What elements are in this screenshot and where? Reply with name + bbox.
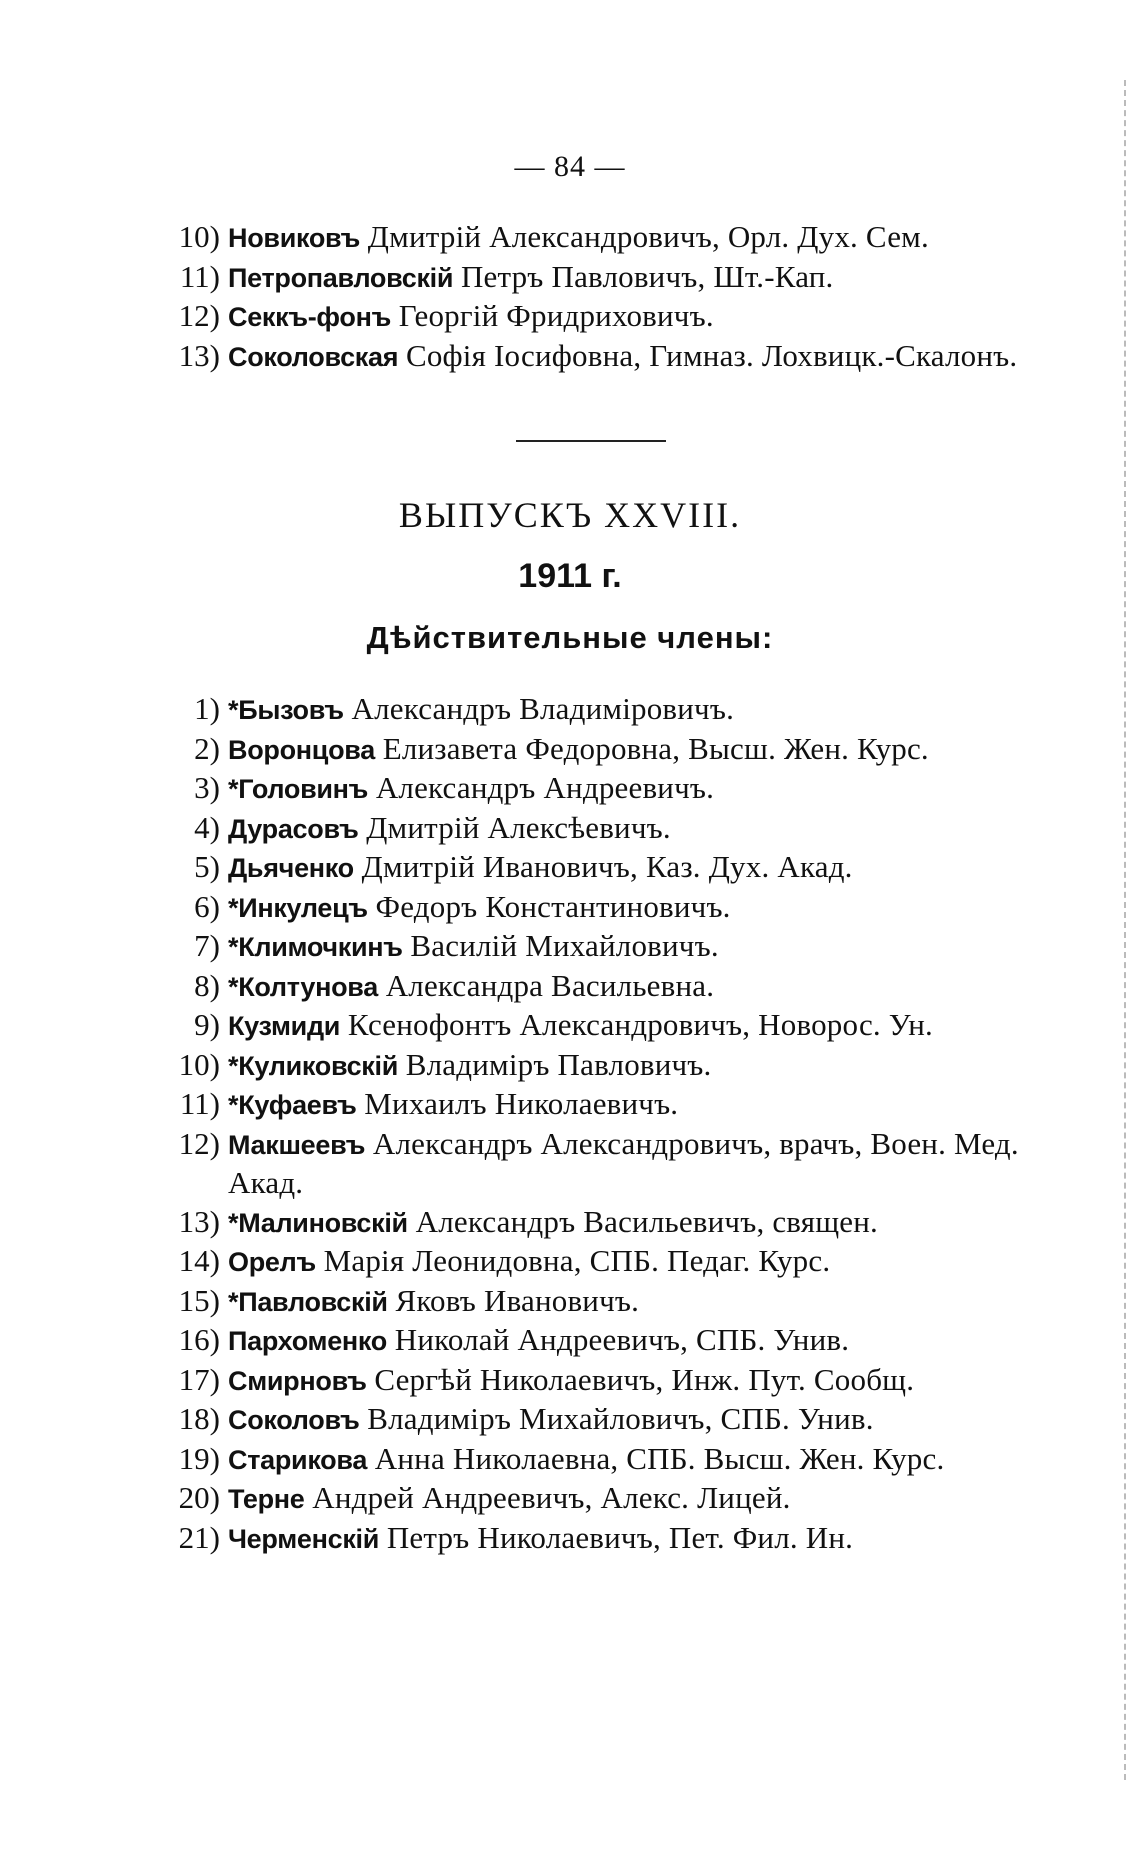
list-item — [168, 769, 1020, 809]
page-edge-line — [1124, 80, 1126, 1780]
page-number: — 84 — — [514, 150, 626, 183]
entry-details: Анна Николаевна, СПБ. Высш. Жен. Курс. — [374, 1440, 945, 1476]
entry-number: 10) — [178, 1046, 220, 1082]
entry-number: 5) — [194, 849, 220, 884]
entry-surname: Орелъ — [228, 1247, 316, 1277]
entry-surname: Старикова — [228, 1444, 368, 1475]
entry-number: 10) — [178, 219, 220, 254]
entry-surname: Пархоменко — [228, 1326, 387, 1356]
entry-details: Михаилъ Николаевичъ. — [364, 1086, 679, 1121]
entry-number: 13) — [178, 1203, 220, 1239]
list-item — [168, 258, 1020, 298]
entry-details: Яковъ Ивановичъ. — [395, 1282, 640, 1318]
entry-surname: *Куликовскій — [228, 1050, 399, 1081]
entry-details: Александръ Владиміровичъ. — [351, 691, 735, 726]
list-item — [168, 809, 1020, 849]
entry-details: Федоръ Константиновичъ. — [375, 888, 731, 924]
section-divider — [516, 440, 666, 442]
entry-number: 18) — [178, 1401, 220, 1436]
list-item — [168, 888, 1020, 928]
entry-surname: Кузмиди — [228, 1011, 341, 1041]
entry-surname: *Головинъ — [228, 774, 369, 804]
issue-year: 1911 г. — [518, 557, 622, 595]
entry-surname: *Малиновскій — [228, 1207, 408, 1238]
entry-number: 17) — [178, 1361, 220, 1397]
entry-number: 20) — [178, 1480, 220, 1515]
entry-surname: Дурасовъ — [228, 813, 359, 844]
entry-number: 11) — [179, 258, 220, 294]
entry-number: 13) — [178, 337, 220, 373]
entry-surname: *Павловскій — [228, 1286, 388, 1317]
entry-surname: Терне — [228, 1484, 305, 1514]
entry-surname: *Колтунова — [228, 971, 378, 1002]
list-item — [168, 1321, 1020, 1361]
list-item — [168, 218, 1020, 258]
entry-details: Дмитрій Алексѣевичъ. — [366, 809, 671, 845]
entry-details: Николай Андреевичъ, СПБ. Унив. — [394, 1322, 850, 1357]
entry-surname: Соколовская — [228, 341, 399, 372]
issue-heading: ВЫПУСКЪ XXVIII. — [398, 495, 742, 535]
entry-details: Александръ Андреевичъ. — [375, 770, 715, 805]
entry-details: Георгій Фридриховичъ. — [398, 298, 714, 333]
entry-surname: Соколовъ — [228, 1405, 360, 1435]
entry-details: Софія Іосифовна, Гимназ. Лохвицк.-Скалонъ. — [405, 337, 1018, 373]
list-item — [168, 1242, 1020, 1282]
list-item — [168, 967, 1020, 1007]
list-item — [168, 730, 1020, 770]
entry-details: Владиміръ Михайловичъ, СПБ. Унив. — [367, 1401, 874, 1436]
entry-details: Петръ Николаевичъ, Пет. Фил. Ин. — [386, 1519, 854, 1555]
list-item — [168, 1519, 1020, 1559]
entry-number: 3) — [194, 770, 220, 805]
entry-number: 12) — [178, 298, 220, 333]
entry-number: 11) — [179, 1086, 220, 1121]
entry-details: Марія Леонидовна, СПБ. Педаг. Курс. — [323, 1243, 831, 1278]
entry-surname: Новиковъ — [228, 223, 361, 253]
entry-details: Дмитрій Ивановичъ, Каз. Дух. Акад. — [361, 849, 853, 884]
entry-details: Дмитрій Александровичъ, Орл. Дух. Сем. — [367, 219, 929, 254]
entry-surname: Петропавловскій — [228, 262, 454, 293]
entry-number: 7) — [194, 928, 220, 963]
entry-number: 2) — [194, 730, 220, 766]
entry-surname: *Климочкинъ — [228, 932, 403, 962]
entry-surname: Дьяченко — [228, 853, 354, 883]
entry-surname: *Инкулецъ — [228, 892, 368, 923]
entry-details: Александра Васильевна. — [385, 967, 715, 1003]
entry-number: 15) — [178, 1282, 220, 1318]
entry-details: Сергѣй Николаевичъ, Инж. Пут. Сообщ. — [374, 1361, 915, 1397]
members-list — [168, 690, 1020, 1558]
entry-details: Василій Михайловичъ. — [410, 928, 719, 963]
entry-surname: Черменскій — [228, 1523, 380, 1554]
entry-details: Александръ Александровичъ, врачъ, Воен. Мед. Акад. — [228, 1125, 1019, 1200]
list-item — [168, 848, 1020, 888]
entry-details: Владиміръ Павловичъ. — [405, 1046, 712, 1082]
list-item — [168, 1400, 1020, 1440]
entry-number: 14) — [178, 1243, 220, 1278]
entry-details: Александръ Васильевичъ, священ. — [415, 1203, 878, 1239]
list-item — [168, 1006, 1020, 1046]
entry-number: 19) — [178, 1440, 220, 1476]
list-item — [168, 927, 1020, 967]
list-item — [168, 1046, 1020, 1086]
entry-details: Петръ Павловичъ, Шт.-Кап. — [460, 258, 834, 294]
entry-surname: Секкъ-фонъ — [228, 302, 391, 332]
entry-number: 6) — [194, 888, 220, 924]
entry-number: 4) — [194, 809, 220, 845]
entry-details: Андрей Андреевичъ, Алекс. Лицей. — [312, 1480, 791, 1515]
list-item — [168, 1440, 1020, 1480]
entry-number: 8) — [194, 967, 220, 1003]
entry-surname: *Куфаевъ — [228, 1090, 357, 1120]
list-item — [168, 337, 1020, 377]
list-item — [168, 1203, 1020, 1243]
entry-number: 9) — [194, 1007, 220, 1042]
section-heading: Дѣйствительные члены: — [366, 620, 774, 655]
entry-surname: Смирновъ — [228, 1365, 367, 1396]
list-item — [168, 1282, 1020, 1322]
list-item — [168, 1361, 1020, 1401]
entry-number: 21) — [178, 1519, 220, 1555]
entry-surname: Воронцова — [228, 734, 375, 765]
entry-number: 1) — [194, 691, 220, 726]
list-item — [168, 690, 1020, 730]
entry-surname: Макшеевъ — [228, 1129, 366, 1160]
continued-members-list — [168, 218, 1020, 376]
entry-number: 12) — [178, 1125, 220, 1161]
entry-details: Ксенофонтъ Александровичъ, Новорос. Ун. — [347, 1007, 933, 1042]
list-item — [168, 1125, 1020, 1203]
list-item — [168, 297, 1020, 337]
entry-number: 16) — [178, 1322, 220, 1357]
entry-details: Елизавета Федоровна, Высш. Жен. Курс. — [382, 730, 929, 766]
list-item — [168, 1479, 1020, 1519]
list-item — [168, 1085, 1020, 1125]
entry-surname: *Бызовъ — [228, 695, 344, 725]
